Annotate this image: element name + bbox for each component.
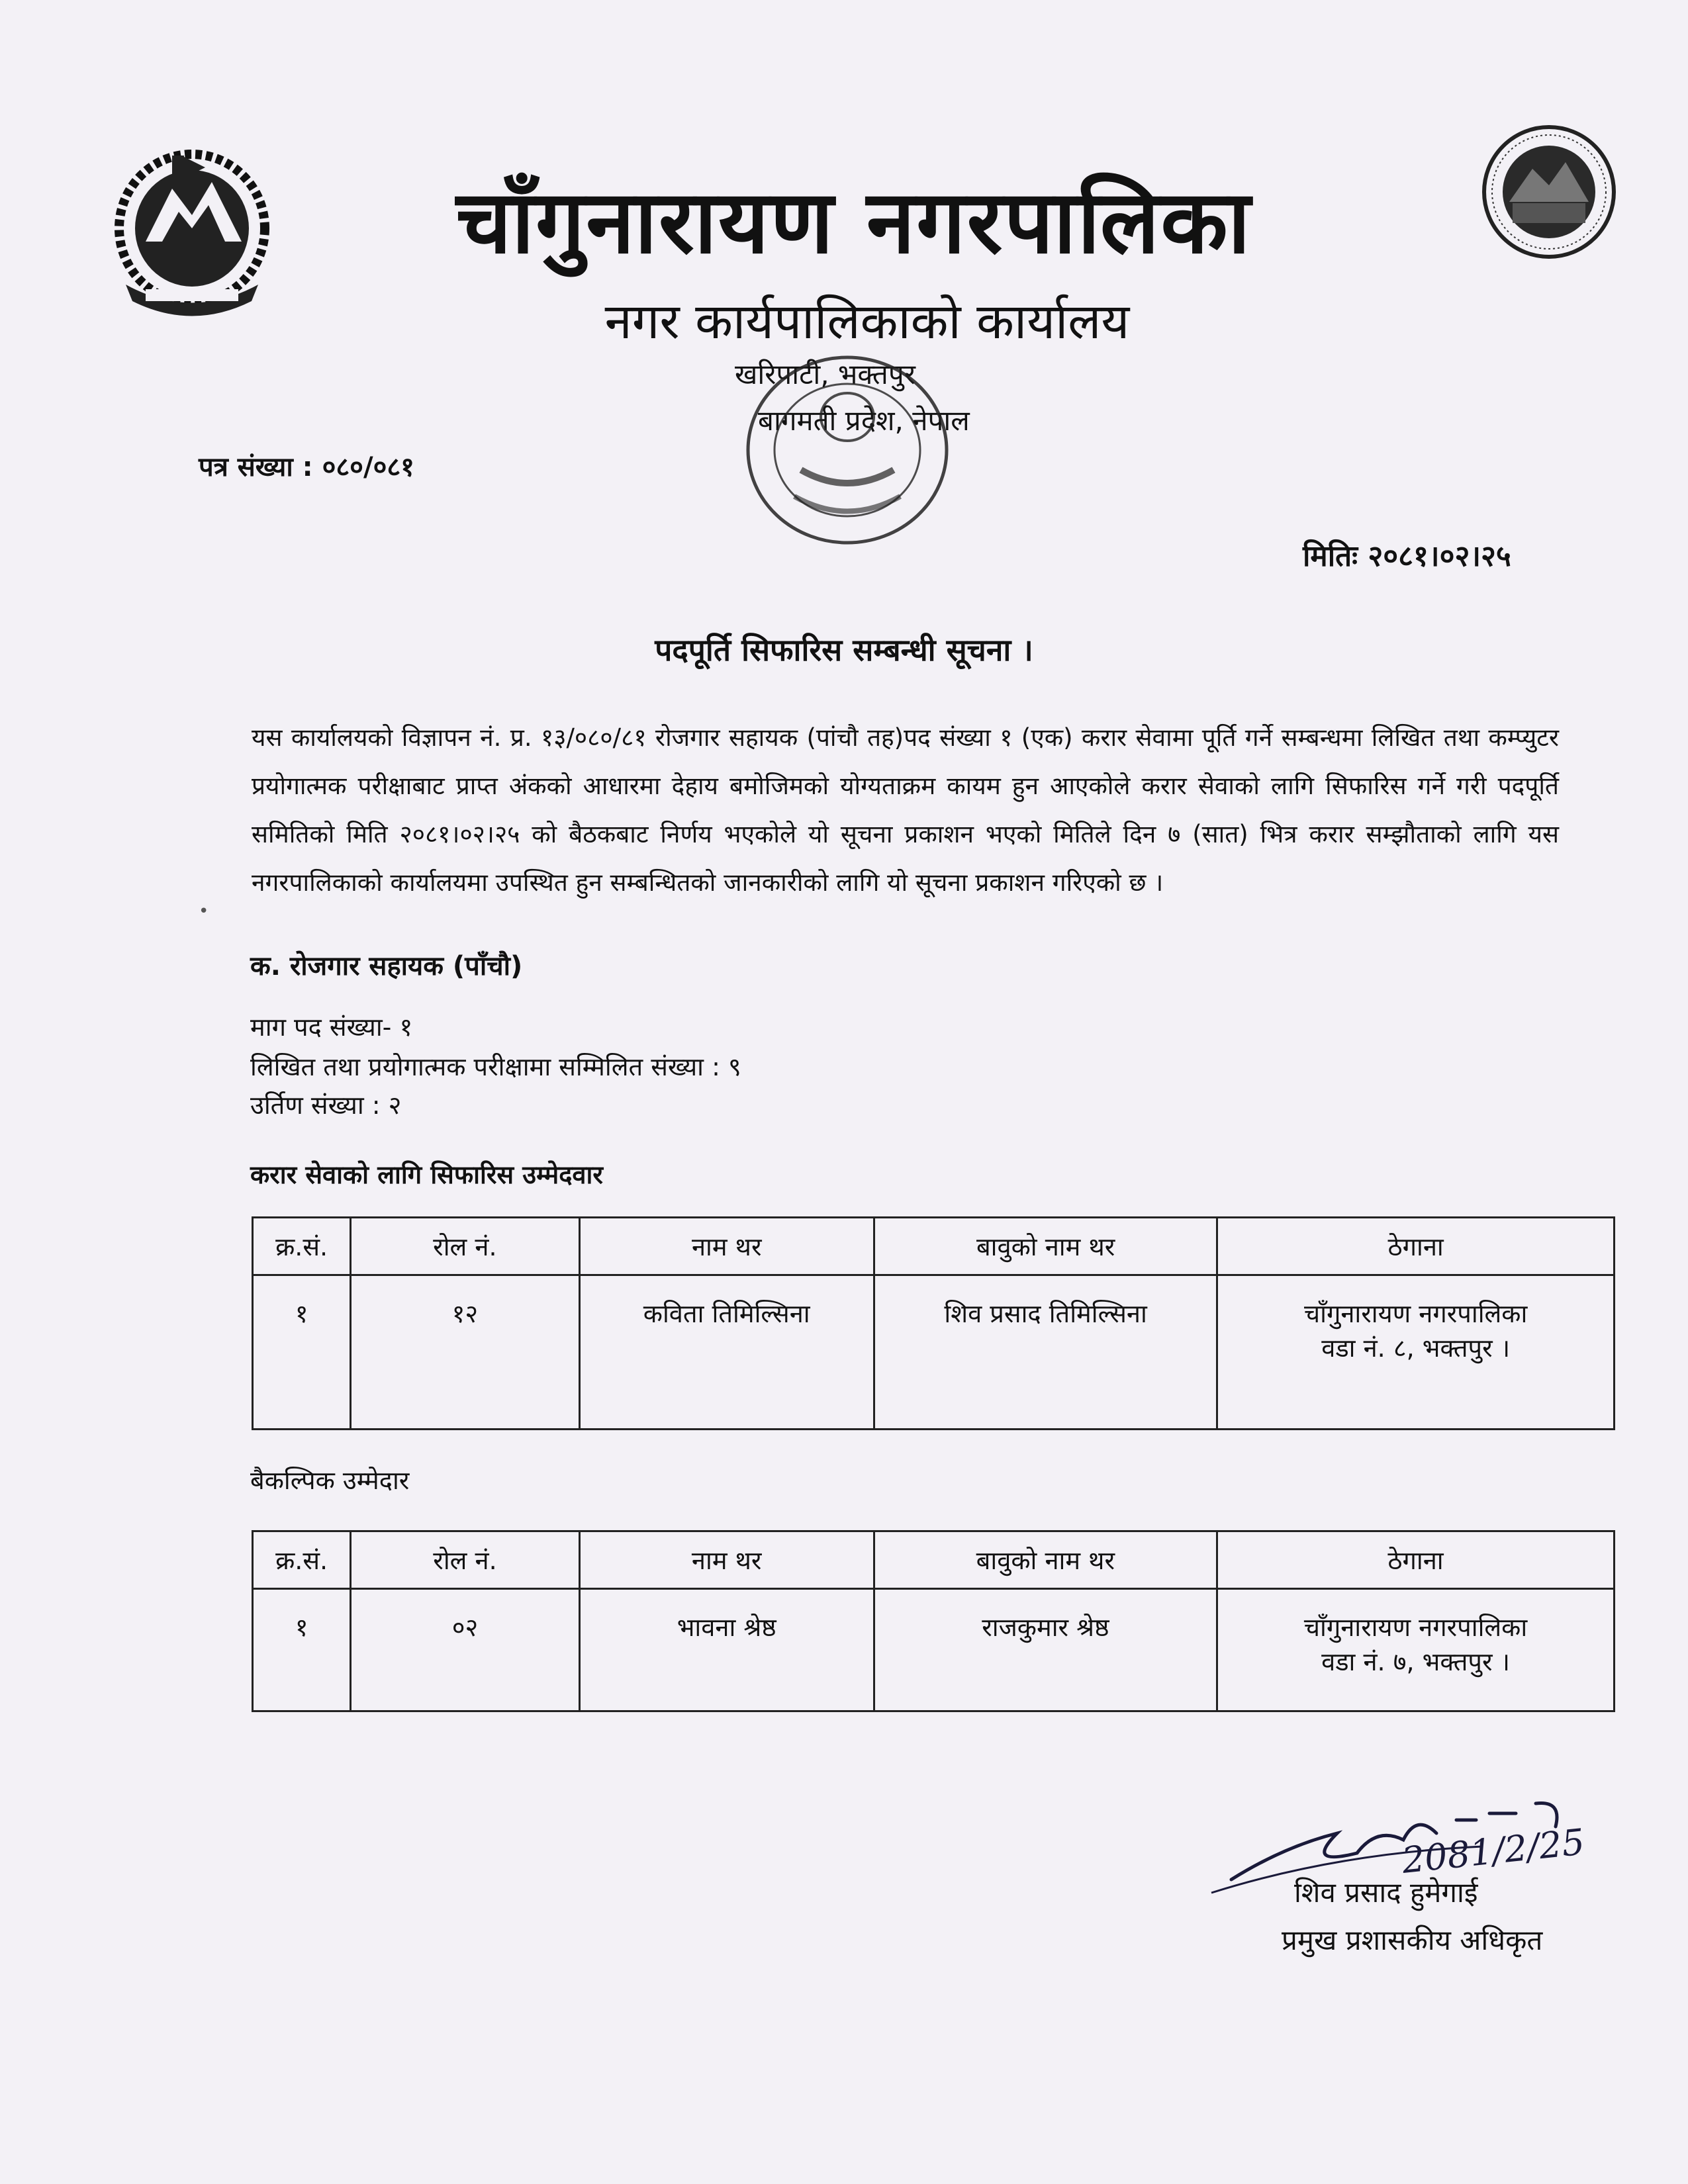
table-header-row (253, 1531, 1615, 1589)
table-row (253, 1589, 1615, 1711)
signatory-role: प्रमुख प्रशासकीय अधिकृत (1282, 1924, 1543, 1956)
info-line-passed: उर्तिण संख्या : २ (250, 1091, 402, 1120)
table-header-row (253, 1218, 1615, 1275)
cell-name: कविता तिमिल्सिना (579, 1275, 874, 1430)
recommended-caption: करार सेवाको लागि सिफारिस उम्मेदवार (250, 1160, 603, 1189)
section-title: क. रोजगार सहायक (पाँचौ) (250, 951, 523, 981)
alternate-caption: बैकल्पिक उम्मेदार (250, 1466, 410, 1495)
col-address: ठेगाना (1217, 1218, 1615, 1275)
address-line-1: खरिपाटी, भक्तपुर (735, 358, 915, 390)
cell-roll: ०२ (351, 1589, 580, 1711)
col-father: बावुको नाम थर (874, 1531, 1217, 1589)
letter-date: मितिः २०८१।०२।२५ (1303, 539, 1511, 573)
cell-father: राजकुमार श्रेष्ठ (874, 1589, 1217, 1711)
office-stamp-icon (722, 344, 973, 556)
signature-date: 2081/2/25 (1399, 1821, 1587, 1882)
alternate-table (252, 1530, 1615, 1712)
col-roll: रोल नं. (351, 1531, 580, 1589)
notice-heading: पदपूर्ति सिफारिस सम्बन्धी सूचना । (655, 632, 1033, 668)
col-sn: क्र.सं. (253, 1218, 351, 1275)
cell-address-line-1: चाँगुनारायण नगरपालिका (1303, 1299, 1528, 1328)
col-name: नाम थर (579, 1531, 874, 1589)
cell-sn: १ (253, 1275, 351, 1430)
notice-body-paragraph: यस कार्यालयको विज्ञापन नं. प्र. १३/०८०/८१ रोजगार सहायक (पांचौ तह)पद संख्या १ (एक) करार सेवामा पूर्ति गर्ने सम्बन्धमा लिखित तथा कम्प्युटर प्रयोगात्मक परीक्षाबाट प्राप्त अंकको आधारमा देहाय बमोजिमको योग्यताक्रम कायम हुन आएकोले करार सेवाको लागि सिफारिस गर्ने गरी पदपूर्ति समितिको मिति २०८१।०२।२५ को बैठकबाट निर्णय भएकोले यो सूचना प्रकाशन भएको मितिले दिन ७ (सात) भित्र करार सम्झौताको लागि यस नगरपालिकाको कार्यालयमा उपस्थित हुन सम्बन्धितको जानकारीको लागि यो सूचना प्रकाशन गरिएको छ । (252, 723, 1559, 897)
col-roll: रोल नं. (351, 1218, 579, 1275)
cell-address-line-2: वडा नं. ८, भक्तपुर । (1321, 1334, 1511, 1363)
margin-dot: • (199, 901, 209, 921)
address-line-2: बागमती प्रदेश, नेपाल (758, 404, 970, 437)
cell-address-line-1: चाँगुनारायण नगरपालिका (1303, 1613, 1528, 1642)
col-address: ठेगाना (1217, 1531, 1615, 1589)
table-row (253, 1275, 1615, 1430)
municipality-title: चाँगुनारायण नगरपालिका (456, 171, 1252, 273)
cell-address (1217, 1275, 1615, 1430)
cell-roll: १२ (351, 1275, 579, 1430)
letter-reference-number: पत्र संख्या : ०८०/०८१ (199, 452, 414, 482)
signatory-name: शिव प्रसाद हुमेगाई (1294, 1876, 1478, 1909)
col-father: बावुको नाम थर (874, 1218, 1217, 1275)
col-sn: क्र.सं. (253, 1531, 351, 1589)
office-subtitle: नगर कार्यपालिकाको कार्यालय (604, 293, 1130, 350)
cell-sn: १ (253, 1589, 351, 1711)
cell-father: शिव प्रसाद तिमिल्सिना (874, 1275, 1217, 1430)
info-line-demand: माग पद संख्या- १ (250, 1013, 413, 1042)
recommended-table (252, 1216, 1615, 1430)
col-name: नाम थर (579, 1218, 874, 1275)
cell-name: भावना श्रेष्ठ (579, 1589, 874, 1711)
cell-address (1217, 1589, 1615, 1711)
info-line-participants: लिखित तथा प्रयोगात्मक परीक्षामा सम्मिलित संख्या : ९ (250, 1052, 741, 1081)
cell-address-line-2: वडा नं. ७, भक्तपुर । (1321, 1647, 1510, 1676)
